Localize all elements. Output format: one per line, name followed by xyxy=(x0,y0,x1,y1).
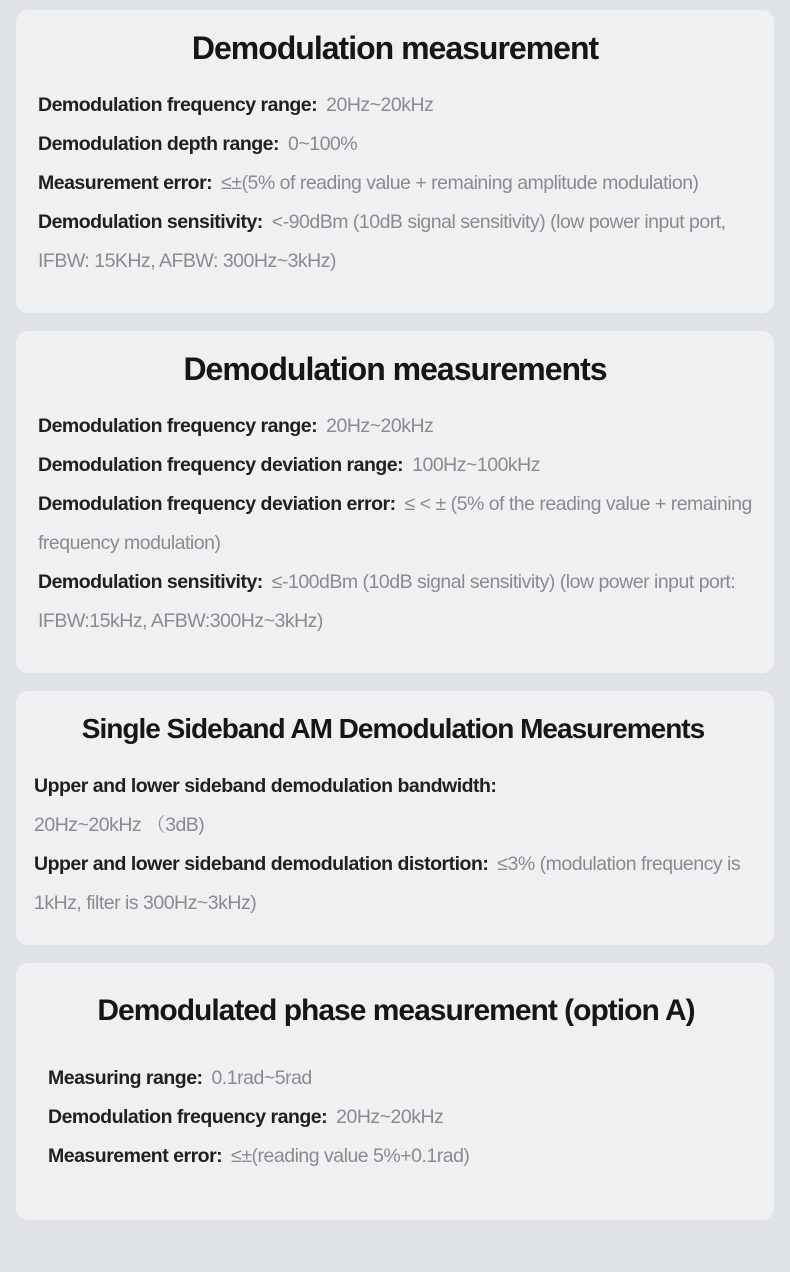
spec-row xyxy=(38,86,752,125)
spec-value: ≤ < ± (5% of the reading value + remaining frequency modulation) xyxy=(38,493,752,554)
spec-label: Demodulation frequency range: xyxy=(38,94,318,116)
card-title: Demodulation measurement xyxy=(191,30,599,66)
spec-row xyxy=(38,563,752,641)
spec-value: 20Hz~20kHz xyxy=(326,94,434,116)
spec-value: 20Hz~20kHz xyxy=(326,415,434,437)
spec-row xyxy=(38,485,752,563)
spec-card-demodulation-measurements xyxy=(16,331,774,673)
spec-label: Measurement error: xyxy=(48,1145,223,1167)
spec-value: 0.1rad~5rad xyxy=(211,1067,312,1089)
spec-row xyxy=(34,767,752,845)
spec-label: Demodulation depth range: xyxy=(38,133,279,155)
spec-label: Upper and lower sideband demodulation bandwidth: xyxy=(34,775,497,797)
spec-row xyxy=(48,1059,744,1098)
spec-label: Demodulation frequency deviation error: xyxy=(38,493,396,515)
spec-label: Measurement error: xyxy=(38,172,213,194)
spec-row xyxy=(38,446,752,485)
spec-label: Demodulation frequency range: xyxy=(48,1106,328,1128)
spec-value: ≤3% (modulation frequency is 1kHz, filter is 300Hz~3kHz) xyxy=(34,853,741,914)
card-title: Demodulation measurements xyxy=(183,351,607,387)
spec-value: <-90dBm (10dB signal sensitivity) (low power input port, IFBW: 15KHz, AFBW: 300Hz~3kHz) xyxy=(38,211,726,272)
spec-row xyxy=(38,125,752,164)
spec-label: Demodulation sensitivity: xyxy=(38,211,263,233)
spec-value: 0~100% xyxy=(288,133,358,155)
spec-label: Demodulation frequency range: xyxy=(38,415,318,437)
spec-row xyxy=(48,1137,744,1176)
spec-value: ≤±(reading value 5%+0.1rad) xyxy=(231,1145,470,1167)
spec-label: Upper and lower sideband demodulation distortion: xyxy=(34,853,489,875)
card-title: Demodulated phase measurement (option A) xyxy=(97,994,695,1027)
spec-card-single-sideband-am xyxy=(16,691,774,945)
spec-row xyxy=(38,203,752,281)
spec-card-demodulation-measurement xyxy=(16,10,774,313)
spec-row xyxy=(38,407,752,446)
spec-row xyxy=(38,164,752,203)
spec-label: Demodulation frequency deviation range: xyxy=(38,454,404,476)
spec-value: 20Hz~20kHz （3dB) xyxy=(34,814,205,836)
spec-value: ≤±(5% of reading value + remaining amplitude modulation) xyxy=(221,172,699,194)
spec-row xyxy=(34,845,752,923)
spec-value: 100Hz~100kHz xyxy=(412,454,541,476)
spec-value: 20Hz~20kHz xyxy=(336,1106,444,1128)
card-title: Single Sideband AM Demodulation Measurements xyxy=(81,713,705,744)
spec-card-demodulated-phase xyxy=(16,963,774,1220)
spec-value: ≤-100dBm (10dB signal sensitivity) (low power input port: IFBW:15kHz, AFBW:300Hz~3kHz) xyxy=(38,571,736,632)
spec-label: Demodulation sensitivity: xyxy=(38,571,263,593)
spec-label: Measuring range: xyxy=(48,1067,203,1089)
spec-row xyxy=(48,1098,744,1137)
